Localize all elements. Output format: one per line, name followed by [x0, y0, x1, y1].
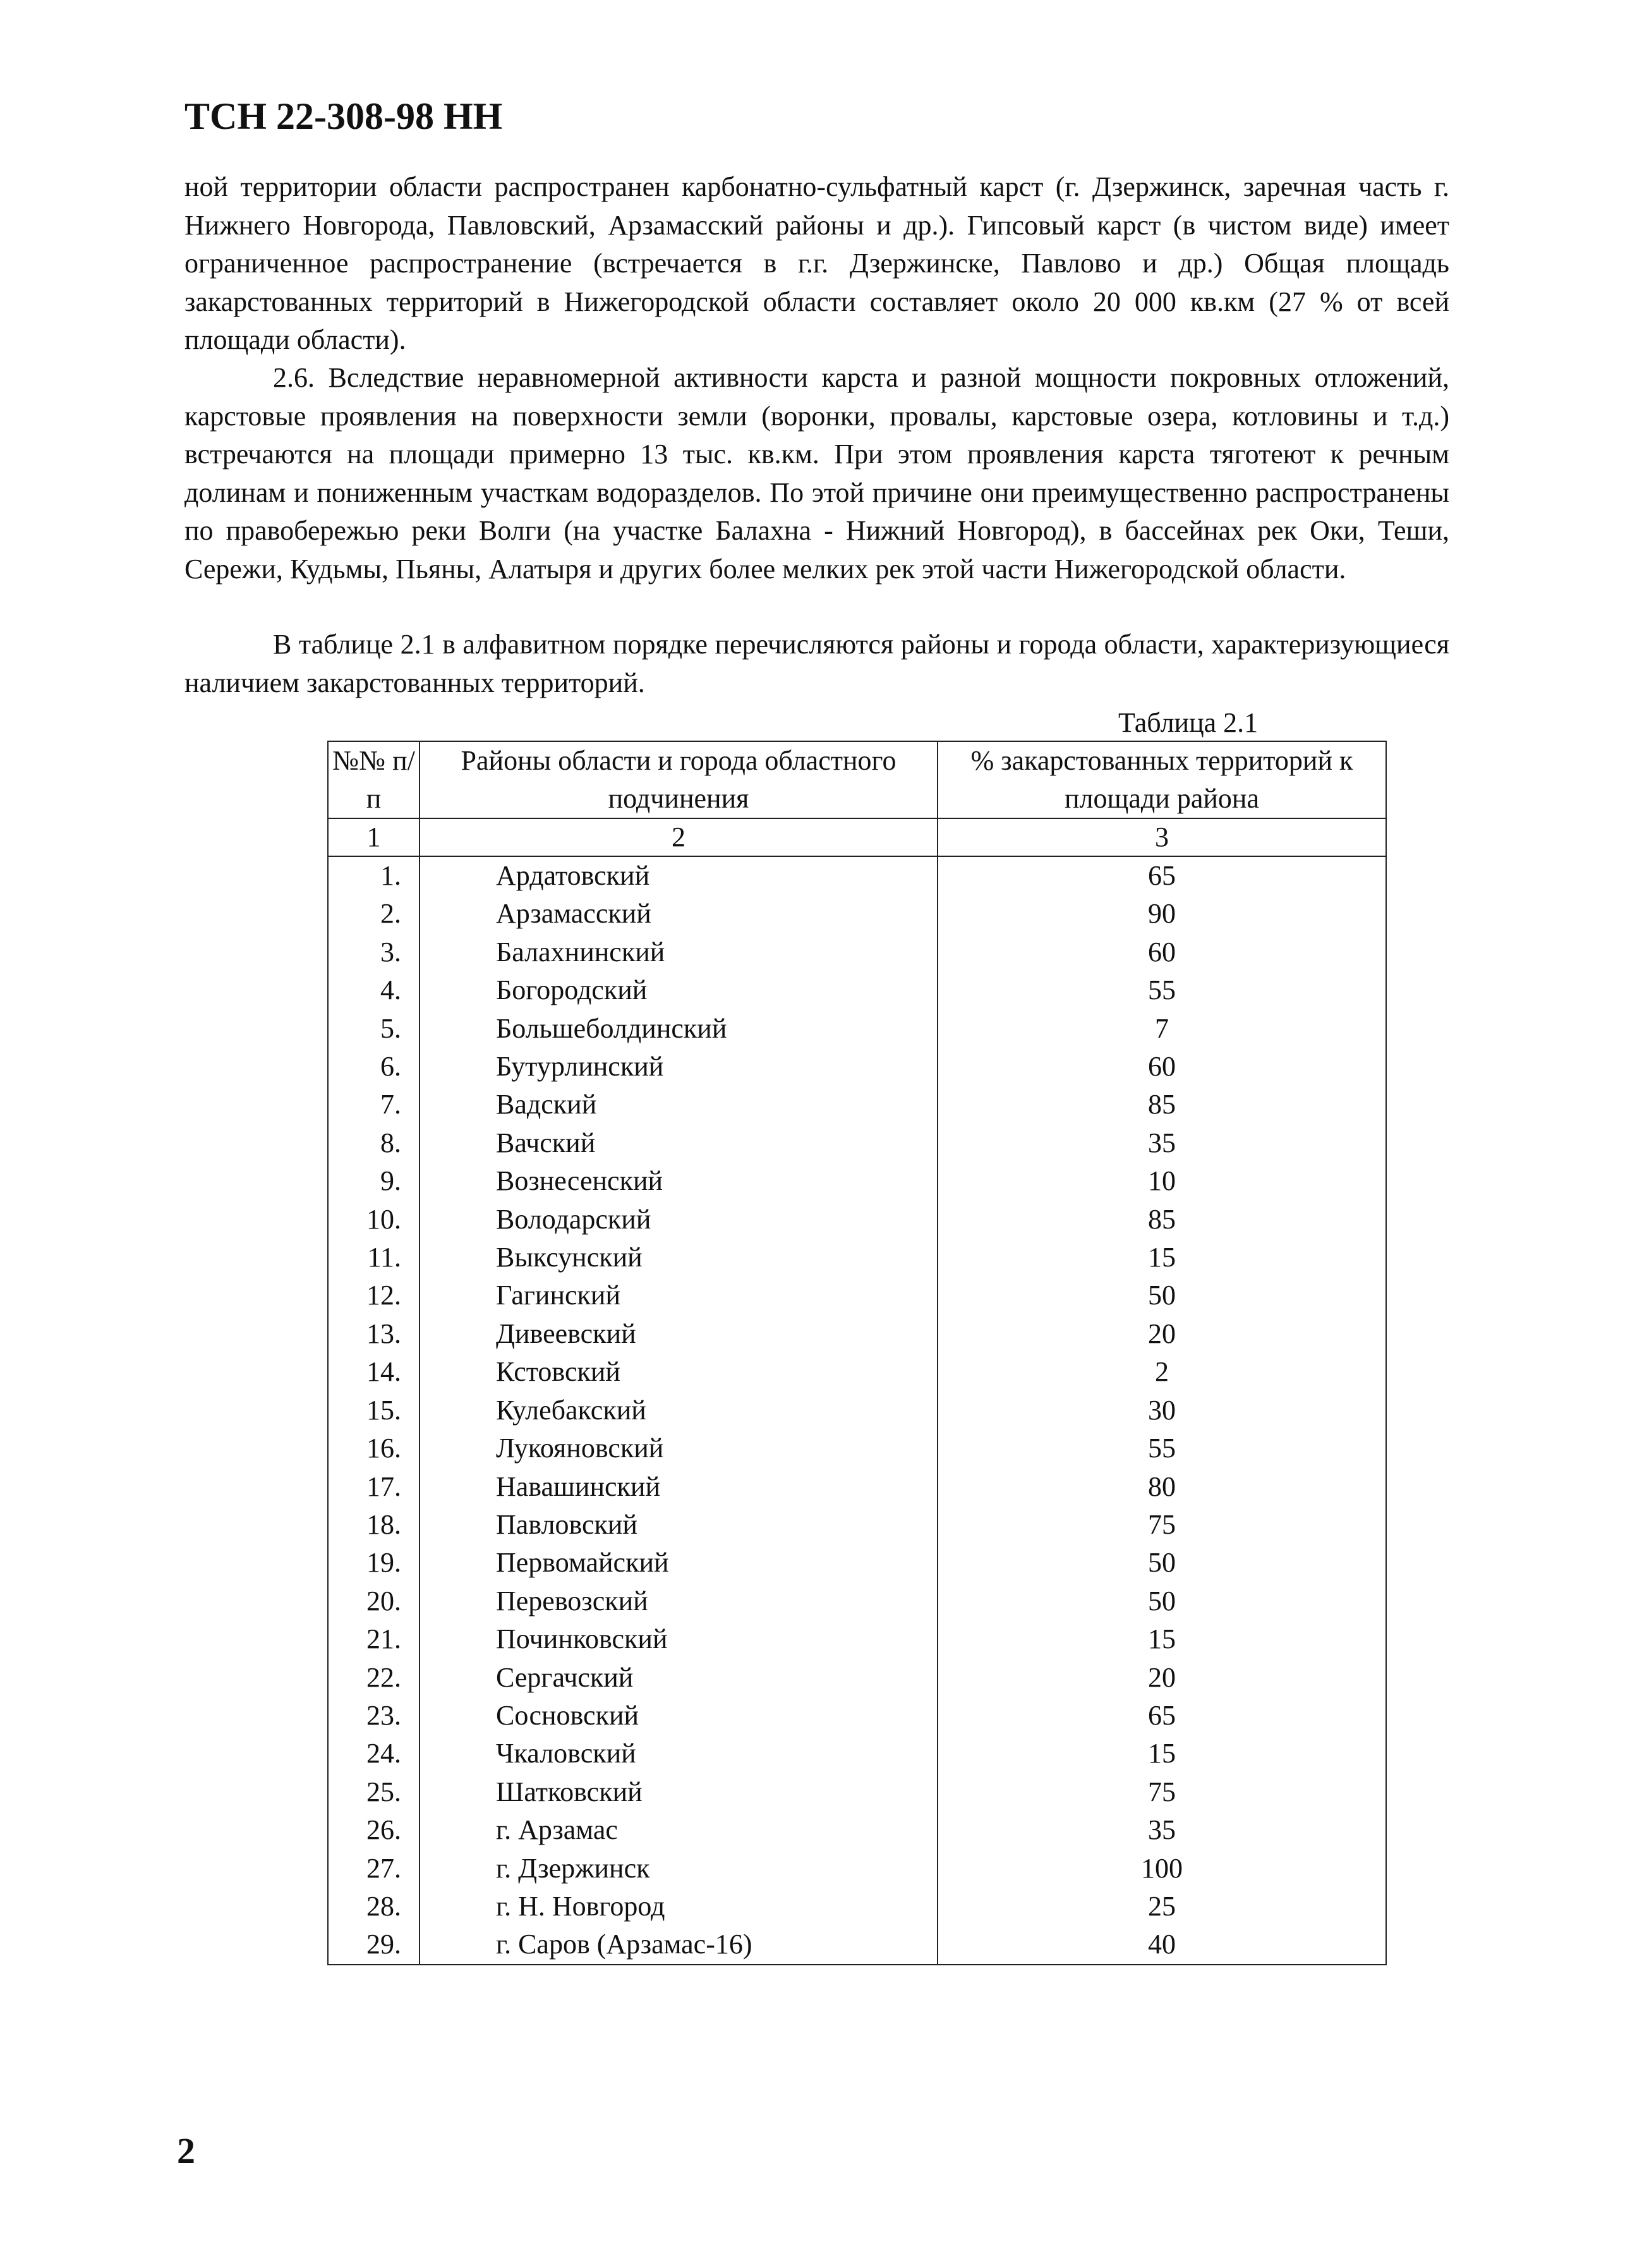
table-row — [328, 1429, 1386, 1467]
district-name: Ардатовский — [420, 856, 938, 895]
district-name: Сергачский — [420, 1659, 938, 1697]
district-name: Сосновский — [420, 1697, 938, 1735]
row-number: 17. — [328, 1468, 420, 1506]
table-row — [328, 1697, 1386, 1735]
table-row — [328, 1888, 1386, 1925]
header-number: №№ п/п — [328, 741, 420, 818]
table-row — [328, 895, 1386, 933]
karst-percent: 65 — [938, 856, 1386, 895]
district-name: Выксунский — [420, 1239, 938, 1277]
row-number: 27. — [328, 1850, 420, 1888]
table-row — [328, 1582, 1386, 1620]
table-row — [328, 1086, 1386, 1124]
header-percent: % закарстованных территорий к площади района — [938, 741, 1386, 818]
row-number: 19. — [328, 1544, 420, 1582]
district-name: Шатковский — [420, 1773, 938, 1811]
index-cell: 3 — [938, 818, 1386, 856]
district-name: Большеболдинский — [420, 1010, 938, 1048]
karst-percent: 30 — [938, 1392, 1386, 1429]
karst-percent: 35 — [938, 1811, 1386, 1849]
row-number: 15. — [328, 1392, 420, 1429]
district-name: Богородский — [420, 971, 938, 1009]
district-name: Кулебакский — [420, 1392, 938, 1429]
row-number: 13. — [328, 1315, 420, 1353]
table-row — [328, 1850, 1386, 1888]
table-row — [328, 971, 1386, 1009]
district-name: Вачский — [420, 1124, 938, 1162]
district-name: Гагинский — [420, 1277, 938, 1314]
row-number: 10. — [328, 1201, 420, 1239]
table-row — [328, 1811, 1386, 1849]
row-number: 5. — [328, 1010, 420, 1048]
table-row — [328, 1544, 1386, 1582]
district-name: г. Н. Новгород — [420, 1888, 938, 1925]
row-number: 7. — [328, 1086, 420, 1124]
row-number: 29. — [328, 1925, 420, 1964]
karst-percent: 10 — [938, 1162, 1386, 1200]
karst-percent: 55 — [938, 971, 1386, 1009]
table-row — [328, 1277, 1386, 1314]
karst-percent: 25 — [938, 1888, 1386, 1925]
karst-percent: 90 — [938, 895, 1386, 933]
row-number: 24. — [328, 1735, 420, 1773]
row-number: 20. — [328, 1582, 420, 1620]
district-name: Бутурлинский — [420, 1048, 938, 1086]
row-number: 22. — [328, 1659, 420, 1697]
table-row — [328, 1468, 1386, 1506]
district-name: Первомайский — [420, 1544, 938, 1582]
table-row — [328, 1735, 1386, 1773]
karst-percent: 60 — [938, 933, 1386, 971]
district-name: Володарский — [420, 1201, 938, 1239]
karst-percent: 100 — [938, 1850, 1386, 1888]
row-number: 26. — [328, 1811, 420, 1849]
karst-territories-table — [327, 741, 1387, 1965]
row-number: 23. — [328, 1697, 420, 1735]
row-number: 4. — [328, 971, 420, 1009]
table-row — [328, 1048, 1386, 1086]
district-name: Арзамасский — [420, 895, 938, 933]
district-name: Перевозский — [420, 1582, 938, 1620]
karst-percent: 7 — [938, 1010, 1386, 1048]
row-number: 12. — [328, 1277, 420, 1314]
row-number: 11. — [328, 1239, 420, 1277]
karst-percent: 75 — [938, 1773, 1386, 1811]
karst-percent: 20 — [938, 1315, 1386, 1353]
row-number: 9. — [328, 1162, 420, 1200]
row-number: 16. — [328, 1429, 420, 1467]
karst-percent: 75 — [938, 1506, 1386, 1544]
table-row — [328, 1010, 1386, 1048]
table-row — [328, 1506, 1386, 1544]
table-row — [328, 1201, 1386, 1239]
karst-percent: 65 — [938, 1697, 1386, 1735]
karst-percent: 2 — [938, 1353, 1386, 1391]
district-name: Лукояновский — [420, 1429, 938, 1467]
row-number: 3. — [328, 933, 420, 971]
district-name: Балахнинский — [420, 933, 938, 971]
table-row — [328, 1659, 1386, 1697]
table-row — [328, 1353, 1386, 1391]
document-code-header: ТСН 22-308-98 НН — [184, 95, 503, 137]
table-row — [328, 1239, 1386, 1277]
district-name: Навашинский — [420, 1468, 938, 1506]
index-cell: 1 — [328, 818, 420, 856]
table-row — [328, 1124, 1386, 1162]
header-district: Районы области и города областного подчинения — [420, 741, 938, 818]
district-name: Чкаловский — [420, 1735, 938, 1773]
index-cell: 2 — [420, 818, 938, 856]
karst-percent: 35 — [938, 1124, 1386, 1162]
karst-percent: 15 — [938, 1239, 1386, 1277]
paragraph-intro: ной территории области распространен карбонатно-сульфатный карст (г. Дзержинск, заречная часть г. Нижнего Новгорода, Павловский, Арзамасский районы и др.). Гипсовый карст (в чистом виде) имеет ограниченное распространение (встречается в г.г. Дзержинске, Павлово и др.) Общая площадь закарстованных территорий в Нижегородской области составляет около 20 000 кв.км (27 % от всей площади области). — [184, 171, 1449, 355]
table-row — [328, 1315, 1386, 1353]
karst-percent: 15 — [938, 1735, 1386, 1773]
district-name: г. Саров (Арзамас-16) — [420, 1925, 938, 1964]
row-number: 21. — [328, 1620, 420, 1658]
karst-percent: 55 — [938, 1429, 1386, 1467]
karst-percent: 85 — [938, 1086, 1386, 1124]
table-caption: Таблица 2.1 — [1118, 707, 1259, 738]
row-number: 6. — [328, 1048, 420, 1086]
table-row — [328, 1392, 1386, 1429]
page-number: 2 — [177, 2130, 195, 2171]
paragraph-2-6: 2.6. Вследствие неравномерной активности карста и разной мощности покровных отложений, карстовые проявления на поверхности земли (воронки, провалы, карстовые озера, котловины и т.д.) встречаются на площади примерно 13 тыс. кв.км. При этом проявления карста тяготеют к речным долинам и пониженным участкам водоразделов. По этой причине они преимущественно распространены по правобережью реки Волги (на участке Балахна - Нижний Новгород), в бассейнах рек Оки, Теши, Сережи, Кудьмы, Пьяны, Алатыря и других более мелких рек этой части Нижегородской области. — [184, 362, 1449, 585]
row-number: 2. — [328, 895, 420, 933]
table-row — [328, 1162, 1386, 1200]
table-row — [328, 1925, 1386, 1964]
row-number: 14. — [328, 1353, 420, 1391]
karst-percent: 40 — [938, 1925, 1386, 1964]
karst-percent: 20 — [938, 1659, 1386, 1697]
karst-percent: 85 — [938, 1201, 1386, 1239]
district-name: Вознесенский — [420, 1162, 938, 1200]
karst-percent: 50 — [938, 1582, 1386, 1620]
table-row — [328, 1773, 1386, 1811]
karst-percent: 15 — [938, 1620, 1386, 1658]
table-row — [328, 856, 1386, 895]
karst-percent: 50 — [938, 1544, 1386, 1582]
karst-percent: 80 — [938, 1468, 1386, 1506]
row-number: 8. — [328, 1124, 420, 1162]
district-name: Починковский — [420, 1620, 938, 1658]
table-row — [328, 1620, 1386, 1658]
row-number: 25. — [328, 1773, 420, 1811]
karst-percent: 60 — [938, 1048, 1386, 1086]
district-name: Дивеевский — [420, 1315, 938, 1353]
row-number: 18. — [328, 1506, 420, 1544]
district-name: Павловский — [420, 1506, 938, 1544]
karst-percent: 50 — [938, 1277, 1386, 1314]
district-name: г. Дзержинск — [420, 1850, 938, 1888]
district-name: Кстовский — [420, 1353, 938, 1391]
table-row — [328, 933, 1386, 971]
row-number: 28. — [328, 1888, 420, 1925]
district-name: г. Арзамас — [420, 1811, 938, 1849]
row-number: 1. — [328, 856, 420, 895]
paragraph-table-intro: В таблице 2.1 в алфавитном порядке перечисляются районы и города области, характеризующиеся наличием закарстованных территорий. — [184, 629, 1449, 698]
district-name: Вадский — [420, 1086, 938, 1124]
